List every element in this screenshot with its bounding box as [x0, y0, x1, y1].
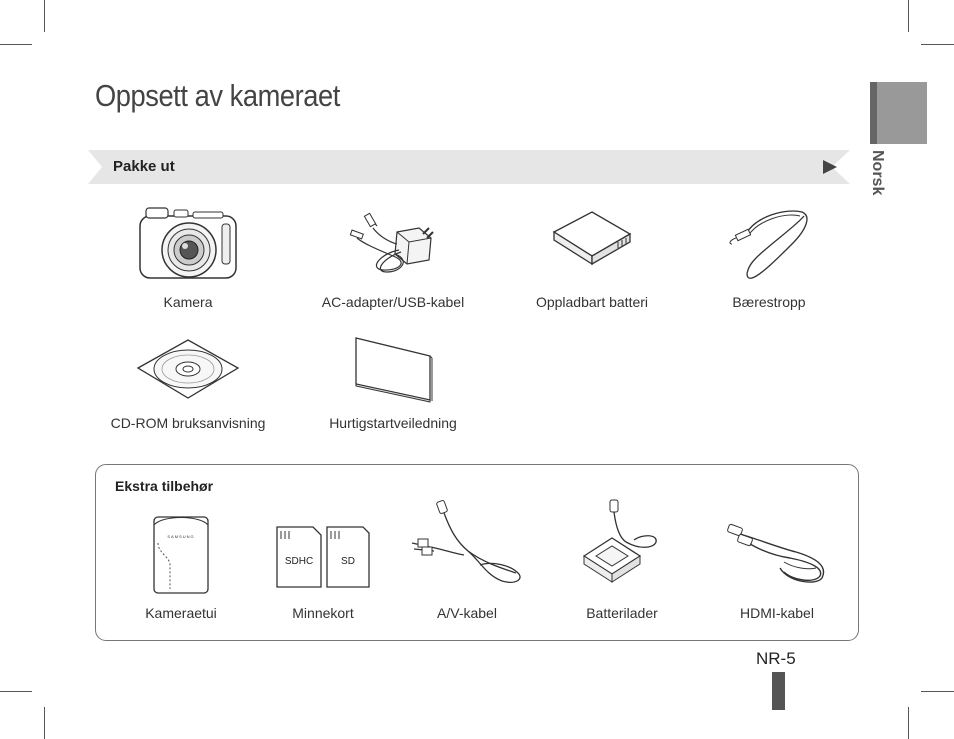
language-tab-edge [870, 82, 877, 144]
battery-icon [552, 210, 632, 266]
battery-charger-icon [582, 498, 662, 586]
play-arrow-icon [822, 159, 838, 175]
sdhc-card-label: SDHC [284, 556, 314, 567]
av-cable-icon [408, 499, 526, 587]
accessory-label: Minnekort [292, 605, 354, 621]
case-brand-text: SAMSUNG [167, 534, 195, 539]
strap-icon [726, 206, 812, 282]
package-item-label: CD-ROM bruksanvisning [110, 415, 266, 431]
crop-mark [908, 707, 909, 739]
accessory-label: A/V-kabel [437, 605, 497, 621]
crop-mark [908, 0, 909, 32]
accessory-label: Batterilader [586, 605, 658, 621]
page-number: NR-5 [756, 649, 796, 668]
package-item-label: Bærestropp [732, 294, 806, 310]
language-label: Norsk [869, 150, 886, 196]
page-number-bar [772, 672, 785, 710]
crop-mark [44, 0, 45, 32]
accessory-label: Kameraetui [145, 605, 217, 621]
package-item-label: Hurtigstartveiledning [329, 415, 457, 431]
crop-mark [921, 44, 954, 45]
ac-adapter-icon [349, 214, 439, 274]
package-item-label: Oppladbart batteri [535, 294, 649, 310]
accessories-title: Ekstra tilbehør [115, 478, 214, 494]
camera-icon [138, 204, 240, 282]
page-title: Oppsett av kameraet [95, 78, 340, 113]
language-tab [870, 82, 927, 144]
crop-mark [44, 707, 45, 739]
section-bar [88, 150, 850, 184]
camera-case-icon [152, 513, 210, 595]
package-item-label: AC-adapter/USB-kabel [321, 294, 465, 310]
package-item-label: Kamera [163, 294, 213, 310]
crop-mark [0, 44, 32, 45]
crop-mark [0, 691, 32, 692]
sd-card-label: SD [341, 556, 355, 567]
cd-rom-icon [136, 338, 240, 402]
section-title: Pakke ut [113, 158, 175, 175]
hdmi-cable-icon [724, 522, 828, 586]
crop-mark [921, 691, 954, 692]
accessory-label: HDMI-kabel [740, 605, 814, 621]
booklet-icon [352, 336, 434, 402]
